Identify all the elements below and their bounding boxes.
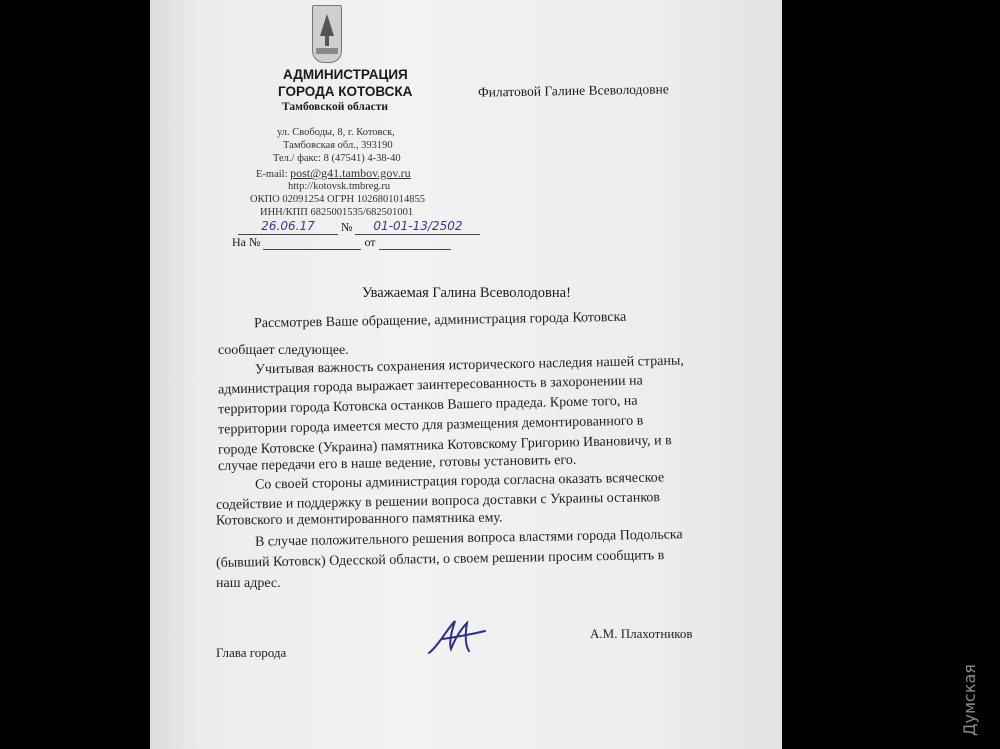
paragraph-2-line-4: территории города имеется место для размещения демонтированного в <box>217 413 644 438</box>
paragraph-2-line-5: городе Котовске (Украина) памятника Котовскому Григорию Ивановичу, и в <box>217 433 672 458</box>
website-link[interactable]: http://kotovsk.tmbreg.ru <box>288 181 391 192</box>
phone-fax: Тел./ факс: 8 (47541) 4-38-40 <box>273 153 401 164</box>
org-region: Тамбовской области <box>282 101 389 113</box>
reference-line <box>232 235 451 250</box>
salutation: Уважаемая Галина Всеволодовна! <box>362 285 571 301</box>
email-line <box>256 166 411 181</box>
signatory-position: Глава города <box>216 645 287 660</box>
address-line2: Тамбовская обл., 393190 <box>283 140 393 151</box>
paragraph-1-line-2: сообщает следующее. <box>218 343 349 358</box>
outgoing-number-label: № <box>341 220 353 234</box>
outgoing-number-line <box>238 219 480 235</box>
paragraph-2-line-3: территории города Котовска останков Вашего прадеда. Кроме того, на <box>217 393 638 418</box>
coat-of-arms-icon <box>312 5 342 63</box>
paragraph-4-line-1: В случае положительного решения вопроса властями города Подольска <box>254 527 683 550</box>
recipient-name: Филатовой Галине Всеволодовне <box>477 81 669 100</box>
paragraph-3-line-1: Со своей стороны администрация города согласна оказать всяческое <box>254 470 665 493</box>
signatory-name: А.М. Плахотников <box>590 626 693 641</box>
paragraph-2-line-6: случае передачи его в наше ведение, готовы установить его. <box>217 452 577 475</box>
paragraph-1-line-1: Рассмотрев Ваше обращение, администрация города Котовска <box>253 309 627 332</box>
reference-number-label: На № <box>232 235 261 249</box>
reference-date-label: от <box>364 235 376 249</box>
paragraph-4-line-2: (бывший Котовск) Одесской области, о своем решении просим сообщить в <box>215 548 665 571</box>
paragraph-4-line-3: наш адрес. <box>216 576 281 591</box>
paragraph-2-line-2: администрация города выражает заинтересованность в захоронении на <box>217 373 643 398</box>
outgoing-date: 26.06.17 <box>261 219 315 233</box>
email-label: E-mail: <box>256 169 288 180</box>
email-link[interactable]: post@g41.tambov.gov.ru <box>290 166 411 180</box>
org-name-line2: ГОРОДА КОТОВСКА <box>278 84 413 99</box>
address-line1: ул. Свободы, 8, г. Котовск, <box>277 127 395 138</box>
paragraph-3-line-3: Котовского и демонтированного памятника ему. <box>215 510 503 529</box>
org-name-line1: АДМИНИСТРАЦИЯ <box>283 67 408 82</box>
outgoing-number: 01-01-13/2502 <box>373 219 463 233</box>
letter-page <box>150 0 782 749</box>
okpo-ogrn: ОКПО 02091254 ОГРН 1026801014855 <box>250 194 425 205</box>
handwritten-signature-icon <box>425 615 495 660</box>
paragraph-3-line-2: содействие и поддержку в решении вопроса доставки с Украины останков <box>215 490 661 513</box>
paragraph-2-line-1: Учитывая важность сохранения исторического наследия нашей страны, <box>254 353 684 378</box>
publisher-watermark: Думская <box>960 664 979 736</box>
inn-kpp: ИНН/КПП 6825001535/682501001 <box>260 207 414 218</box>
